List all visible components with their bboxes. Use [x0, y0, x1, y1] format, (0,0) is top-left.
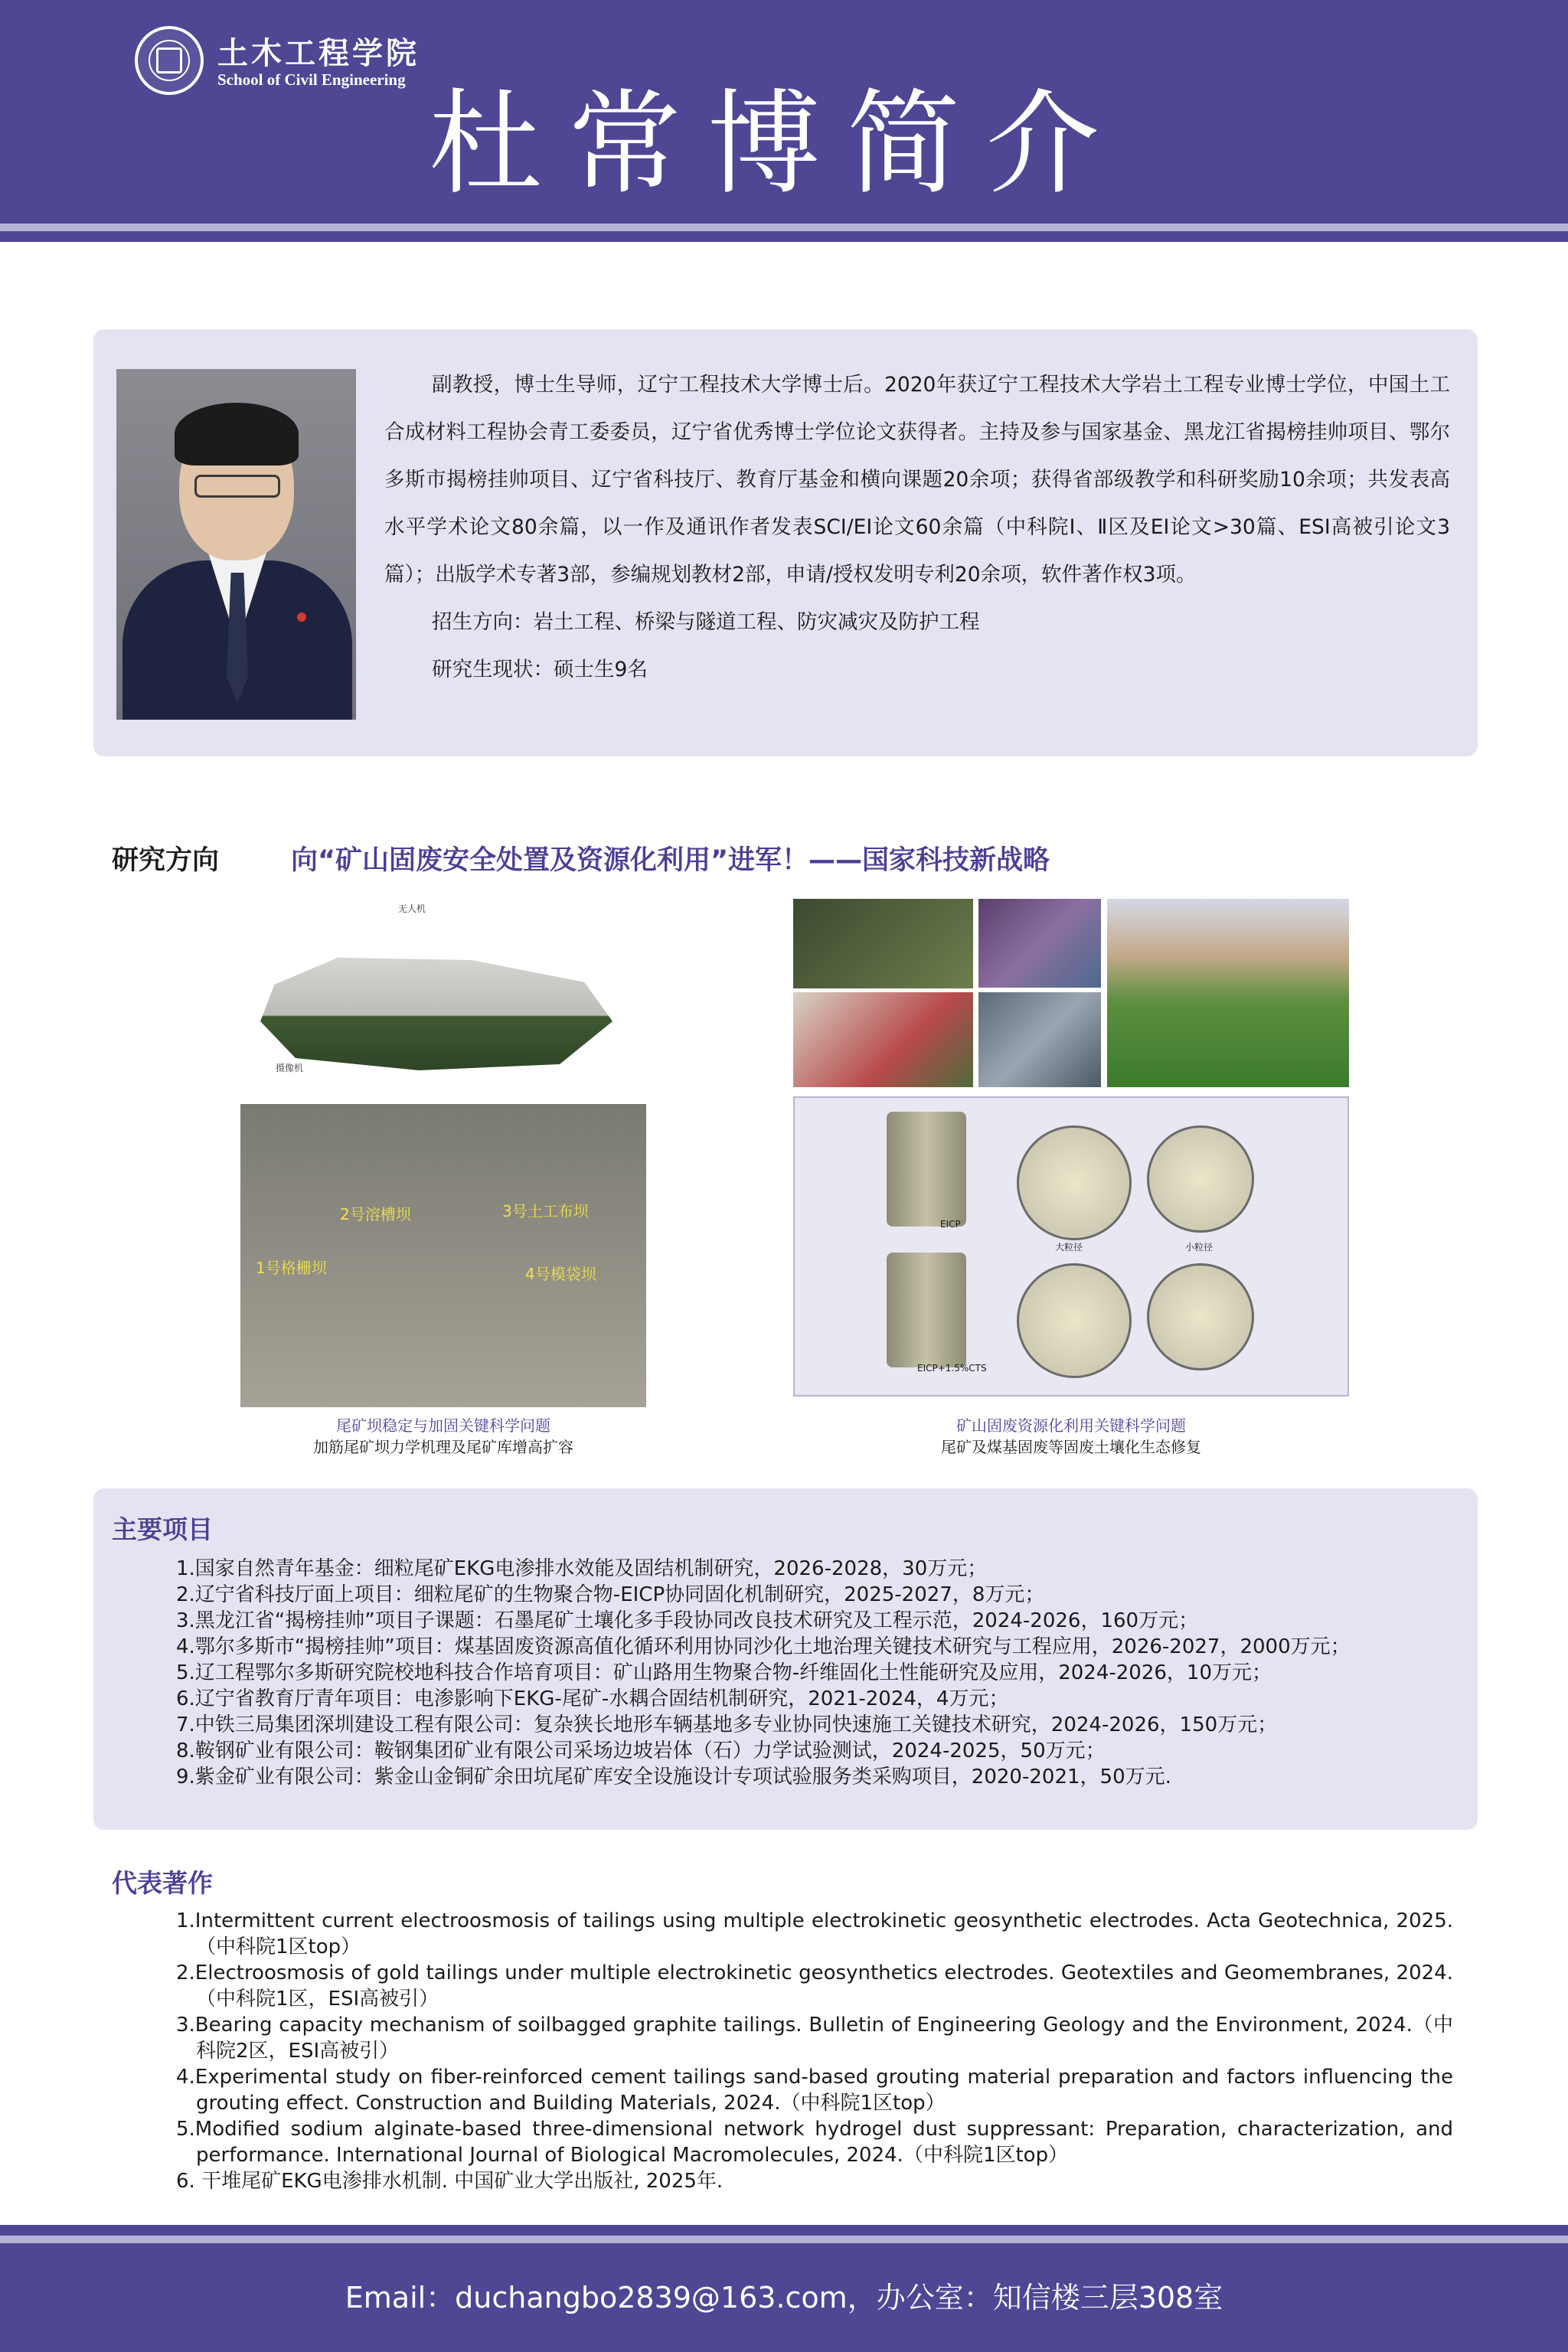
list-item: 1.国家自然青年基金：细粒尾矿EKG电渗排水效能及固结机制研究，2026-2028，30万元；	[176, 1557, 988, 1580]
logo-en-text: School of Civil Engineering	[217, 70, 406, 89]
plant-growth-photo	[793, 899, 973, 988]
school-logo	[135, 26, 426, 100]
micro-image-bottom	[978, 992, 1101, 1087]
list-item: 4.鄂尔多斯市“揭榜挂帅”项目：煤基固废资源高值化循环利用协同沙化土地治理关键技术研究与工程应用，2026-2027，2000万元；	[176, 1635, 1351, 1658]
publications-list	[176, 1908, 1453, 2194]
dam1-label: 1号格栅坝	[256, 1259, 327, 1277]
list-item: 4.Experimental study on fiber-reinforced cement tailings sand-based grouting material preparation and factors influencing the grouting effect. Construction and Building Materials, 2024.（中科院1区top）	[176, 2066, 1453, 2115]
list-item: 3.Bearing capacity mechanism of soilbagged graphite tailings. Bulletin of Engineering Geology and the Environment, 2024.（中科院2区，ESI高被引）	[176, 2014, 1453, 2063]
small-grain-label: 小粒径	[1185, 1242, 1214, 1253]
left-caption-sub: 加筋尾矿坝力学机理及尾矿库增高扩容	[313, 1438, 573, 1456]
publications-title: 代表著作	[112, 1868, 213, 1898]
right-caption-main: 矿山固废资源化利用关键科学问题	[956, 1416, 1186, 1435]
enrollment-direction: 招生方向：岩土工程、桥梁与隧道工程、防灾减灾及防护工程	[432, 610, 980, 634]
eicp-label: EICP	[940, 1219, 961, 1230]
list-item: 2.Electroosmosis of gold tailings under multiple electrokinetic geosynthetics electrodes. Geotextiles and Geomembranes, 2024.（中科院1区，ESI高被引）	[176, 1962, 1453, 2011]
list-item: 8.鞍钢矿业有限公司：鞍钢集团矿业有限公司采场边坡岩体（石）力学试验测试，2024-2025，50万元；	[176, 1740, 1106, 1762]
dam2-label: 2号溶槽坝	[340, 1205, 411, 1223]
contact-info: Email：duchangbo2839@163.com，办公室：知信楼三层308室	[345, 2281, 1223, 2314]
bio-text	[384, 361, 1450, 694]
tailings-dam-model-figure	[245, 894, 635, 1099]
projects-title: 主要项目	[112, 1514, 213, 1544]
dam4-label: 4号模袋坝	[525, 1265, 596, 1283]
logo-cn-text: 土木工程学院	[217, 35, 420, 71]
research-label: 研究方向	[112, 845, 220, 876]
list-item: 1.Intermittent current electroosmosis of tailings using multiple electrokinetic geosynthetic electrodes. Acta Geotechnica, 2025.（中科院1区top）	[176, 1909, 1453, 1958]
root-photo	[793, 992, 973, 1087]
research-title: 向“矿山固废安全处置及资源化利用”进军！——国家科技新战略	[291, 845, 1050, 876]
footer-banner	[0, 2243, 1568, 2352]
micro-image-top	[978, 899, 1101, 988]
large-grain-label: 大粒径	[1055, 1242, 1083, 1253]
header-divider-light	[0, 224, 1568, 231]
eicp-mechanism-diagram	[793, 1096, 1349, 1396]
students-status: 研究生现状：硕士生9名	[432, 658, 648, 681]
dam-site-photo	[240, 1104, 646, 1407]
page-title: 杜常博简介	[429, 78, 1125, 210]
school-seal-icon	[135, 26, 204, 95]
field-grass-photo	[1107, 899, 1349, 1087]
footer-divider-light	[0, 2236, 1568, 2243]
right-caption-sub: 尾矿及煤基固废等固废土壤化生态修复	[941, 1438, 1201, 1456]
list-item: 9.紫金矿业有限公司：紫金山金铜矿余田坑尾矿库安全设施设计专项试验服务类采购项目，2020-2021，50万元.	[176, 1766, 1171, 1788]
left-caption-main: 尾矿坝稳定与加固关键科学问题	[336, 1416, 550, 1435]
list-item: 5.Modified sodium alginate-based three-dimensional network hydrogel dust suppressant: Preparation, characterization, and performance. International Journal of Biological Macromolecules, 2024.（中科院1区top）	[176, 2118, 1453, 2167]
header-divider-dark	[0, 231, 1568, 242]
list-item: 5.辽工程鄂尔多斯研究院校地科技合作培育项目：矿山路用生物聚合物-纤维固化土性能研究及应用，2024-2026，10万元；	[176, 1661, 1272, 1684]
projects-list	[176, 1556, 1453, 1790]
camera-label: 摄像机	[276, 1063, 304, 1073]
dam3-label: 3号土工布坝	[502, 1202, 589, 1220]
header-banner	[0, 0, 1568, 224]
bio-paragraph: 副教授，博士生导师，辽宁工程技术大学博士后。2020年获辽宁工程技术大学岩土工程专业博士学位，中国土工合成材料工程协会青工委委员，辽宁省优秀博士学位论文获得者。主持及参与国家基金、黑龙江省揭榜挂帅项目、鄂尔多斯市揭榜挂帅项目、辽宁省科技厅、教育厅基金和横向课题20余项；获得省部级教学和科研奖励10余项；共发表高水平学术论文80余篇，以一作及通讯作者发表SCI/EI论文60余篇（中科院Ⅰ、Ⅱ区及EI论文>30篇、ESI高被引论文3篇）；出版学术专著3部，参编规划教材2部，申请/授权发明专利20余项，软件著作权3项。	[384, 373, 1450, 586]
portrait-photo	[116, 369, 356, 720]
eicp-cts-label: EICP+1.5%CTS	[917, 1363, 987, 1374]
footer-divider-dark	[0, 2225, 1568, 2236]
list-item: 6.辽宁省教育厅青年项目：电渗影响下EKG-尾矿-水耦合固结机制研究，2021-2024，4万元；	[176, 1687, 1009, 1710]
list-item: 3.黑龙江省“揭榜挂帅”项目子课题：石墨尾矿土壤化多手段协同改良技术研究及工程示范，2024-2026，160万元；	[176, 1609, 1199, 1632]
list-item: 6. 干堆尾矿EKG电渗排水机制. 中国矿业大学出版社, 2025年.	[176, 2170, 724, 2193]
list-item: 2.辽宁省科技厅面上项目：细粒尾矿的生物聚合物-EICP协同固化机制研究，2025-2027，8万元；	[176, 1583, 1045, 1606]
drone-label: 无人机	[398, 903, 426, 914]
list-item: 7.中铁三局集团深圳建设工程有限公司：复杂狭长地形车辆基地多专业协同快速施工关键技术研究，2024-2026，150万元；	[176, 1713, 1278, 1736]
badge-pin-icon	[297, 612, 306, 622]
